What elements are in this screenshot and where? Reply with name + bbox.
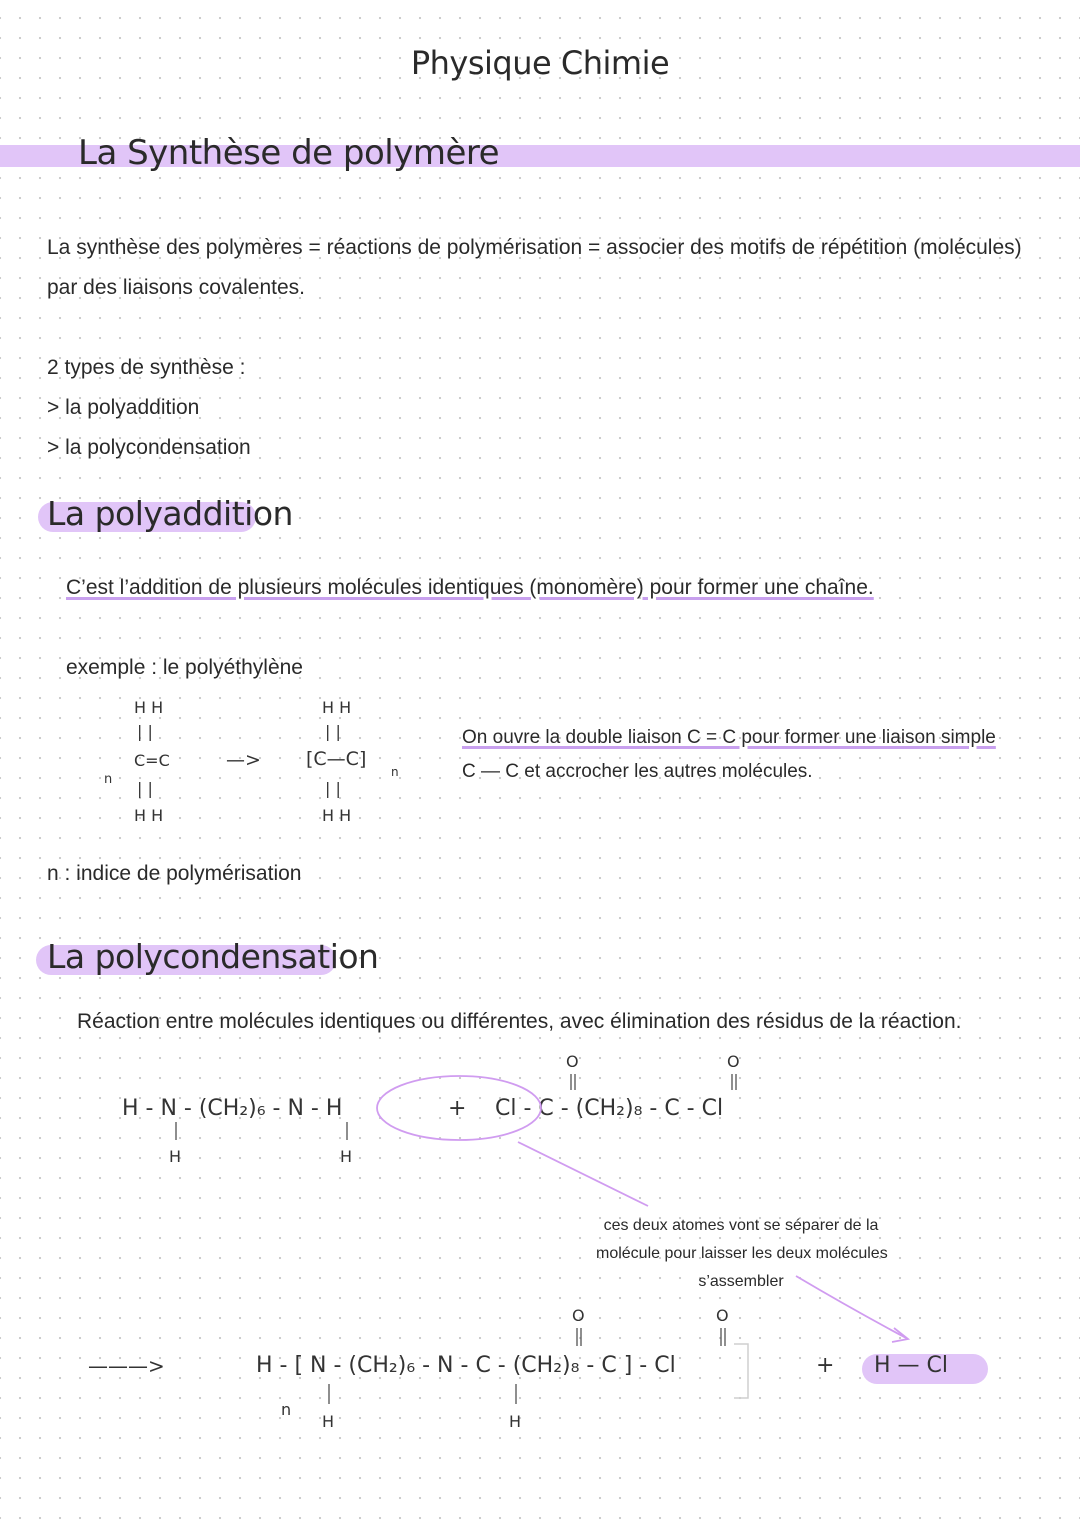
types-heading: 2 types de synthèse : — [47, 356, 246, 379]
polymer-bonds-top: | | — [325, 722, 341, 741]
monomer-h-bottom: H H — [134, 806, 164, 825]
polymer-core: [C—C] — [306, 748, 367, 770]
product-oxygen-right: O — [716, 1306, 729, 1325]
product-oxygen-left: O — [572, 1306, 585, 1325]
diamine-h-right: H — [340, 1147, 353, 1166]
polycondensation-heading: La polycondensation — [47, 937, 379, 976]
product-bracket-accent — [734, 1344, 748, 1398]
polyaddition-heading: La polyaddition — [47, 494, 293, 533]
diacid-oxygen-left: O — [566, 1052, 579, 1071]
polycondensation-definition: Réaction entre molécules identiques ou différentes, avec élimination des résidus de la réaction. — [77, 1010, 962, 1033]
annotation-arrow — [796, 1276, 906, 1338]
monomer-bonds-top: | | — [137, 722, 153, 741]
polymer-bonds-bottom: | | — [325, 779, 341, 798]
type-item-polycondensation: > la polycondensation — [47, 436, 251, 459]
monomer-bonds-bottom: | | — [137, 779, 153, 798]
diamine-h-left: H — [169, 1147, 182, 1166]
polymer-subscript: n — [391, 765, 399, 779]
polyaddition-definition: C’est l’addition de plusieurs molécules identiques (monomère) pour former une chaîne. — [66, 576, 874, 599]
monomer-core: C=C — [134, 751, 170, 770]
intro-line-1: La synthèse des polymères = réactions de polymérisation = associer des motifs de répétition (molécules) — [47, 236, 1022, 259]
diacid-oxygen-right: O — [727, 1052, 740, 1071]
eliminated-atoms-circle — [377, 1076, 541, 1140]
product-index: n — [281, 1400, 292, 1419]
type-item-polyaddition: > la polyaddition — [47, 396, 200, 419]
reaction-arrow: —> — [226, 749, 261, 771]
monomer-h-top: H H — [134, 698, 164, 717]
product-h-left: H — [322, 1412, 335, 1431]
polymerization-index-note: n : indice de polymérisation — [47, 862, 302, 885]
polymer-h-top: H H — [322, 698, 352, 717]
reactant-diacid-chloride: Cl - C - (CH₂)₈ - C - Cl — [495, 1096, 724, 1121]
product-polyamide: H - [ N - (CH₂)₆ - N - C - (CH₂)₈ - C ] - Cl — [256, 1353, 676, 1378]
annotation-line-3: s’assembler — [698, 1273, 784, 1290]
annotation-pointer-line — [518, 1142, 648, 1206]
page-title: Physique Chimie — [410, 44, 670, 82]
main-heading: La Synthèse de polymère — [78, 133, 500, 173]
product-h-right: H — [509, 1412, 522, 1431]
example-label: exemple : le polyéthylène — [66, 656, 303, 679]
product-arrow: ———> — [88, 1354, 165, 1378]
byproduct-plus-sign: + — [816, 1353, 835, 1378]
polyaddition-note-line-2: C — C et accrocher les autres molécules. — [462, 761, 813, 782]
reactant-plus-sign: + — [448, 1096, 467, 1121]
byproduct-hcl: H — Cl — [874, 1353, 949, 1378]
annotation-line-2: molécule pour laisser les deux molécules — [596, 1245, 888, 1262]
annotation-line-1: ces deux atomes vont se séparer de la — [603, 1217, 879, 1234]
note-line-1-text: On ouvre la double liaison C = C pour former une liaison simple — [462, 727, 996, 748]
reactant-diamine: H - N - (CH₂)₆ - N - H — [122, 1096, 343, 1121]
polymer-h-bottom: H H — [322, 806, 352, 825]
monomer-coefficient: n — [104, 772, 113, 787]
intro-line-2: par des liaisons covalentes. — [47, 276, 305, 299]
